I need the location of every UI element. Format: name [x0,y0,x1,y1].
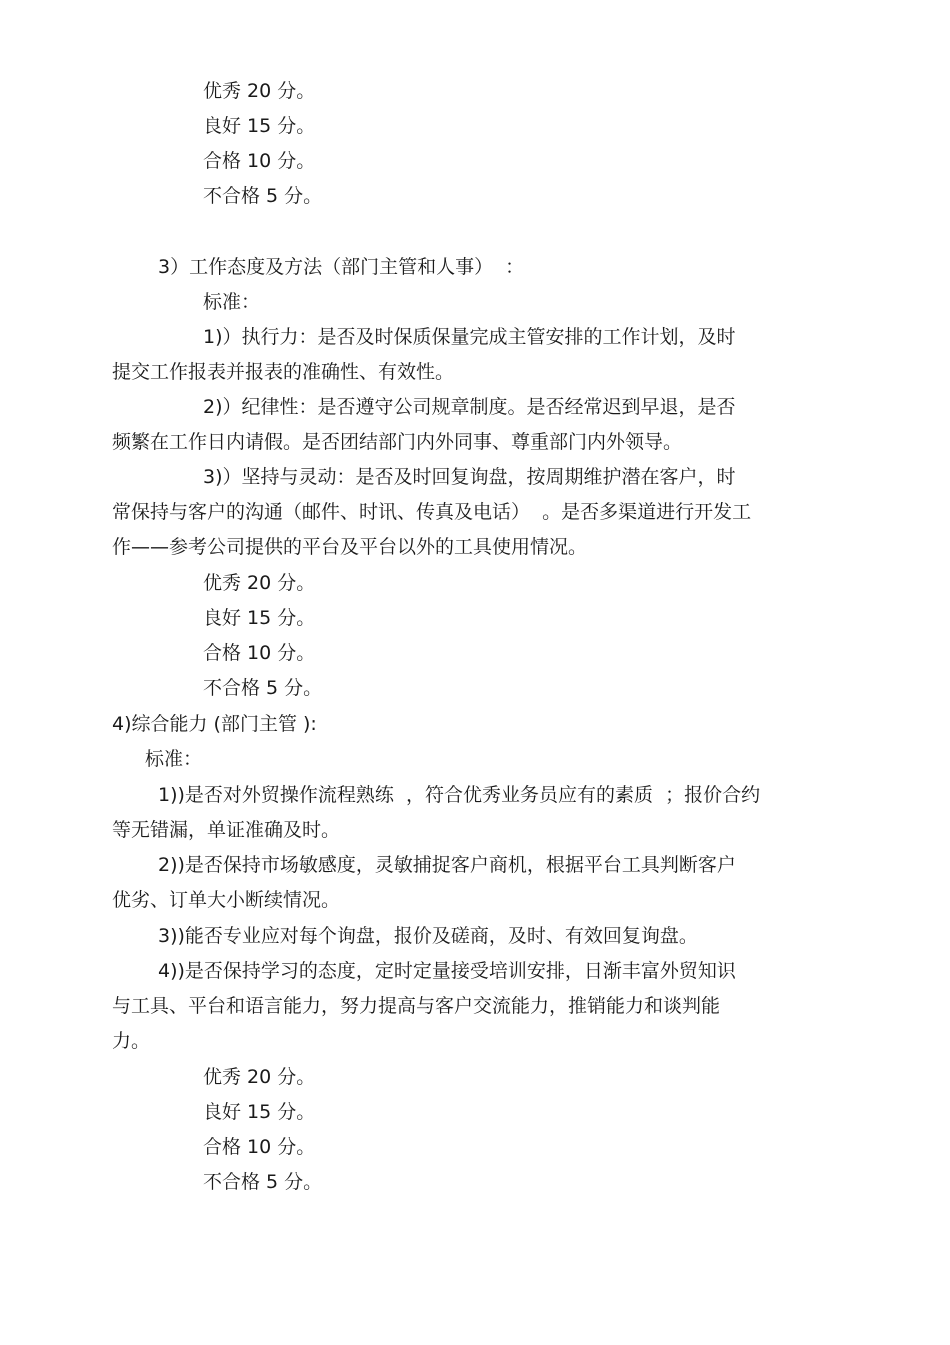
criteria-label: 标准： [203,291,261,313]
grade-fail-line: 不合格 5 分。 [203,185,323,207]
criteria-item-cont: 优劣、订单大小断续情况。 [112,889,341,911]
grade-good-line: 良好 15 分。 [203,1101,316,1123]
criteria-item: 3))能否专业应对每个询盘，报价及磋商，及时、有效回复询盘。 [158,925,698,947]
criteria-item: 2))是否保持市场敏感度，灵敏捕捉客户商机，根据平台工具判断客户 [158,854,736,876]
grade-fail-line: 不合格 5 分。 [203,1171,323,1193]
criteria-label: 标准： [145,748,203,770]
grade-good-line: 良好 15 分。 [203,115,316,137]
criteria-item-cont: 常保持与客户的沟通（邮件、时讯、传真及电话） 。是否多渠道进行开发工 [112,501,752,523]
criteria-item-cont: 作——参考公司提供的平台及平台以外的工具使用情况。 [112,536,588,558]
criteria-item: 2)）纪律性：是否遵守公司规章制度。是否经常迟到早退，是否 [203,396,736,418]
section-heading: 3）工作态度及方法（部门主管和人事） ： [158,256,525,278]
criteria-item: 4))是否保持学习的态度，定时定量接受培训安排，日渐丰富外贸知识 [158,960,736,982]
grade-fail-line: 不合格 5 分。 [203,677,323,699]
criteria-item: 1)）执行力：是否及时保质保量完成主管安排的工作计划，及时 [203,326,736,348]
grade-excellent-line: 优秀 20 分。 [203,80,316,102]
criteria-item-cont: 力。 [112,1030,151,1052]
criteria-item-cont: 提交工作报表并报表的准确性、有效性。 [112,361,455,383]
grade-excellent-line: 优秀 20 分。 [203,572,316,594]
grade-pass-line: 合格 10 分。 [203,642,316,664]
criteria-item-cont: 与工具、平台和语言能力，努力提高与客户交流能力，推销能力和谈判能 [112,995,721,1017]
criteria-item: 1))是否对外贸操作流程熟练 ，符合优秀业务员应有的素质 ；报价合约 [158,784,761,806]
criteria-item-cont: 频繁在工作日内请假。是否团结部门内外同事、尊重部门内外领导。 [112,431,683,453]
grade-good-line: 良好 15 分。 [203,607,316,629]
grade-pass-line: 合格 10 分。 [203,150,316,172]
criteria-item-cont: 等无错漏，单证准确及时。 [112,819,341,841]
grade-pass-line: 合格 10 分。 [203,1136,316,1158]
grade-excellent-line: 优秀 20 分。 [203,1066,316,1088]
section-heading: 4)综合能力 (部门主管 ): [112,713,317,735]
criteria-item: 3)）坚持与灵动：是否及时回复询盘，按周期维护潜在客户，时 [203,466,736,488]
